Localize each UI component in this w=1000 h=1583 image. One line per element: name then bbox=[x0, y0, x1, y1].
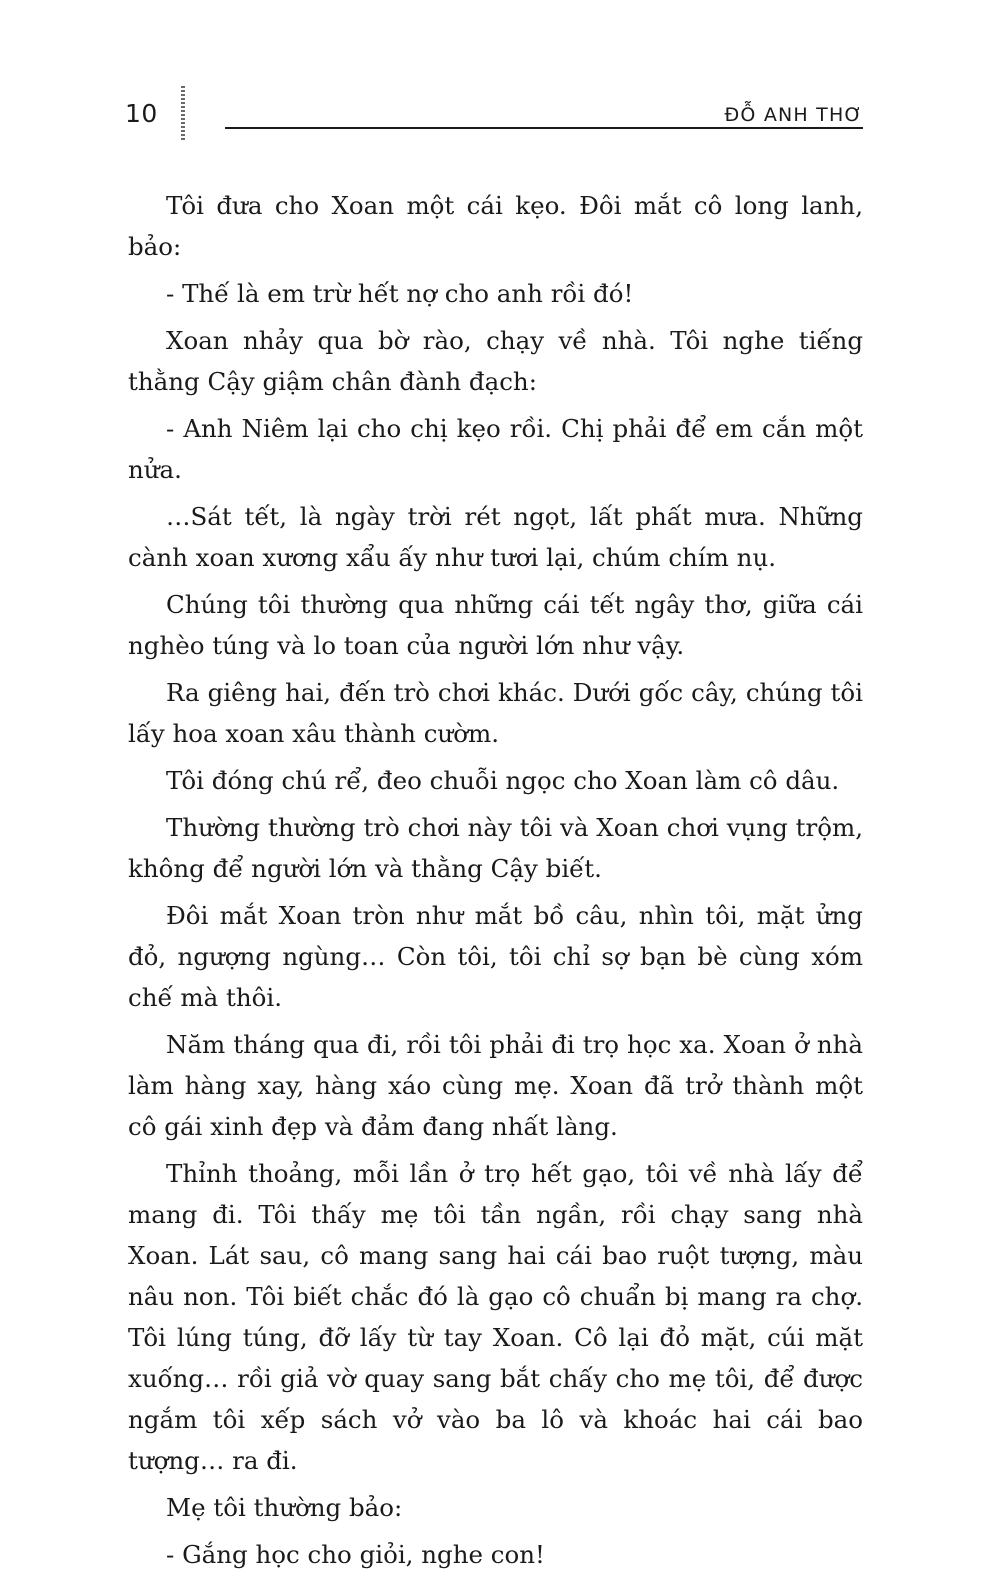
paragraph: Chúng tôi thường qua những cái tết ngây thơ, giữa cái nghèo túng và lo toan của người lớn như vậy. bbox=[128, 590, 863, 660]
paragraph: Thường thường trò chơi này tôi và Xoan chơi vụng trộm, không để người lớn và thằng Cậy biết. bbox=[128, 813, 863, 883]
paragraph: Thỉnh thoảng, mỗi lần ở trọ hết gạo, tôi về nhà lấy để mang đi. Tôi thấy mẹ tôi tần ngần, rồi chạy sang nhà Xoan. Lát sau, cô mang sang hai cái bao ruột tượng, màu nâu non. Tôi biết chắc đó là gạo cô chuẩn bị mang ra chợ. Tôi lúng túng, đỡ lấy từ tay Xoan. Cô lại đỏ mặt, cúi mặt xuống… rồi giả vờ quay sang bắt chấy cho mẹ tôi, để được ngắm tôi xếp sách vở vào ba lô và khoác hai cái bao tượng… ra đi. bbox=[128, 1159, 863, 1475]
dialogue-line: - Anh Niêm lại cho chị kẹo rồi. Chị phải để em cắn một nửa. bbox=[128, 414, 863, 484]
paragraph: Ra giêng hai, đến trò chơi khác. Dưới gốc cây, chúng tôi lấy hoa xoan xâu thành cườm. bbox=[128, 678, 863, 748]
paragraph: Năm tháng qua đi, rồi tôi phải đi trọ học xa. Xoan ở nhà làm hàng xay, hàng xáo cùng mẹ. Xoan đã trở thành một cô gái xinh đẹp và đảm đang nhất làng. bbox=[128, 1030, 863, 1141]
paragraph: Mẹ tôi thường bảo: bbox=[166, 1493, 403, 1522]
header-rule bbox=[225, 127, 863, 129]
dialogue-line: - Gắng học cho giỏi, nghe con! bbox=[166, 1540, 545, 1569]
paragraph: Đôi mắt Xoan tròn như mắt bồ câu, nhìn tôi, mặt ửng đỏ, ngượng ngùng… Còn tôi, tôi chỉ sợ bạn bè cùng xóm chế mà thôi. bbox=[128, 901, 863, 1012]
paragraph: …Sát tết, là ngày trời rét ngọt, lất phất mưa. Những cành xoan xương xẩu ấy như tươi lại, chúm chím nụ. bbox=[128, 502, 863, 572]
paragraph: Tôi đưa cho Xoan một cái kẹo. Đôi mắt cô long lanh, bảo: bbox=[128, 191, 863, 261]
paragraph: Xoan nhảy qua bờ rào, chạy về nhà. Tôi nghe tiếng thằng Cậy giậm chân đành đạch: bbox=[128, 326, 863, 396]
header-vertical-rule bbox=[181, 86, 185, 142]
body-text bbox=[128, 185, 863, 1581]
page-number: 10 bbox=[125, 99, 158, 128]
dialogue-line: - Thế là em trừ hết nợ cho anh rồi đó! bbox=[166, 279, 634, 308]
running-head: ĐỖ ANH THƠ bbox=[724, 104, 863, 126]
paragraph: Tôi đóng chú rể, đeo chuỗi ngọc cho Xoan làm cô dâu. bbox=[166, 766, 840, 795]
